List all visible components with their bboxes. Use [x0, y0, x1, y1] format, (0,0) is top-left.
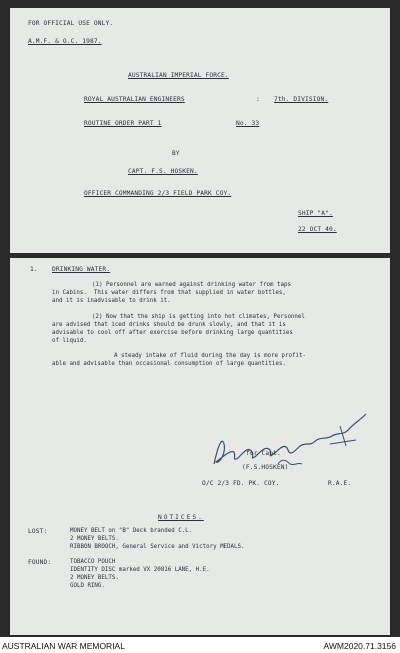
para2-line: are advised that iced drinks should be drunk slowly, and that it is: [52, 322, 286, 328]
by-line: BY: [172, 150, 180, 157]
page-fold: [10, 253, 390, 258]
para1-line: and it is inadvisable to drink it.: [52, 298, 171, 304]
item-number: 1.: [30, 266, 38, 273]
found-label: FOUND:: [28, 559, 52, 566]
official-use-line: FOR OFFICIAL USE ONLY.: [28, 20, 114, 27]
place-line: SHIP "A".: [298, 210, 333, 217]
force-heading: AUSTRALIAN IMPERIAL FORCE.: [128, 72, 229, 79]
handwritten-signature: [210, 406, 380, 476]
found-item: TOBACCO POUCH: [70, 559, 116, 565]
archive-footer: [0, 639, 400, 653]
found-item: IDENTITY DISC marked VX 20816 LANE, H.E.: [70, 567, 210, 573]
signatory-corps: R.A.E.: [328, 480, 352, 487]
date-line: 22 OCT 40.: [298, 226, 337, 233]
found-item: GOLD RING.: [70, 583, 105, 589]
officer-name: CAPT. F.S. HOSKEN.: [128, 168, 198, 175]
division-heading: 7th. DIVISION.: [274, 96, 329, 103]
para2-line: of liquid.: [52, 338, 87, 344]
reference-line: A.M.F. & O.C. 1987.: [28, 38, 102, 45]
command-line: OFFICER COMMANDING 2/3 FIELD PARK COY.: [84, 190, 232, 197]
heading-separator: :: [256, 96, 260, 103]
order-number: No. 33: [236, 120, 260, 127]
signatory-name: (F.S.HOSKEN): [242, 464, 289, 471]
para1-line: in Cabins. This water differs from that supplied in water bottles,: [52, 290, 286, 296]
document-page: [10, 8, 390, 635]
lost-item: MONEY BELT on "B" Deck branded C.L.: [70, 528, 193, 534]
found-item: 2 MONEY BELTS.: [70, 575, 119, 581]
unit-heading: ROYAL AUSTRALIAN ENGINEERS: [84, 96, 185, 103]
lost-item: 2 MONEY BELTS.: [70, 536, 119, 542]
para2-line: advisable to cool off after exercise before drinking large quantities: [52, 330, 293, 336]
para2-line: (2) Now that the ship is getting into hot climates, Personnel: [92, 314, 305, 320]
para1-line: (1) Personnel are warned against drinking water from taps: [92, 282, 291, 288]
signature-for-capt: for Capt.: [246, 450, 281, 457]
notices-heading: NOTICES.: [158, 514, 204, 521]
lost-label: LOST:: [28, 528, 48, 535]
para3-line: A steady intake of fluid during the day is more profit-: [114, 353, 306, 359]
lost-item: RIBBON BROOCH, General Service and Victory MEDALS.: [70, 544, 245, 550]
item-title: DRINKING WATER.: [52, 266, 111, 273]
archive-name: AUSTRALIAN WAR MEMORIAL: [2, 641, 125, 651]
order-title: ROUTINE ORDER PART 1: [84, 120, 162, 127]
signatory-title: O/C 2/3 FD. PK. COY.: [202, 480, 280, 487]
archive-reference: AWM2020.71.3156: [323, 641, 396, 651]
para3-line: able and advisable than occasional consumption of large quantities.: [52, 361, 286, 367]
